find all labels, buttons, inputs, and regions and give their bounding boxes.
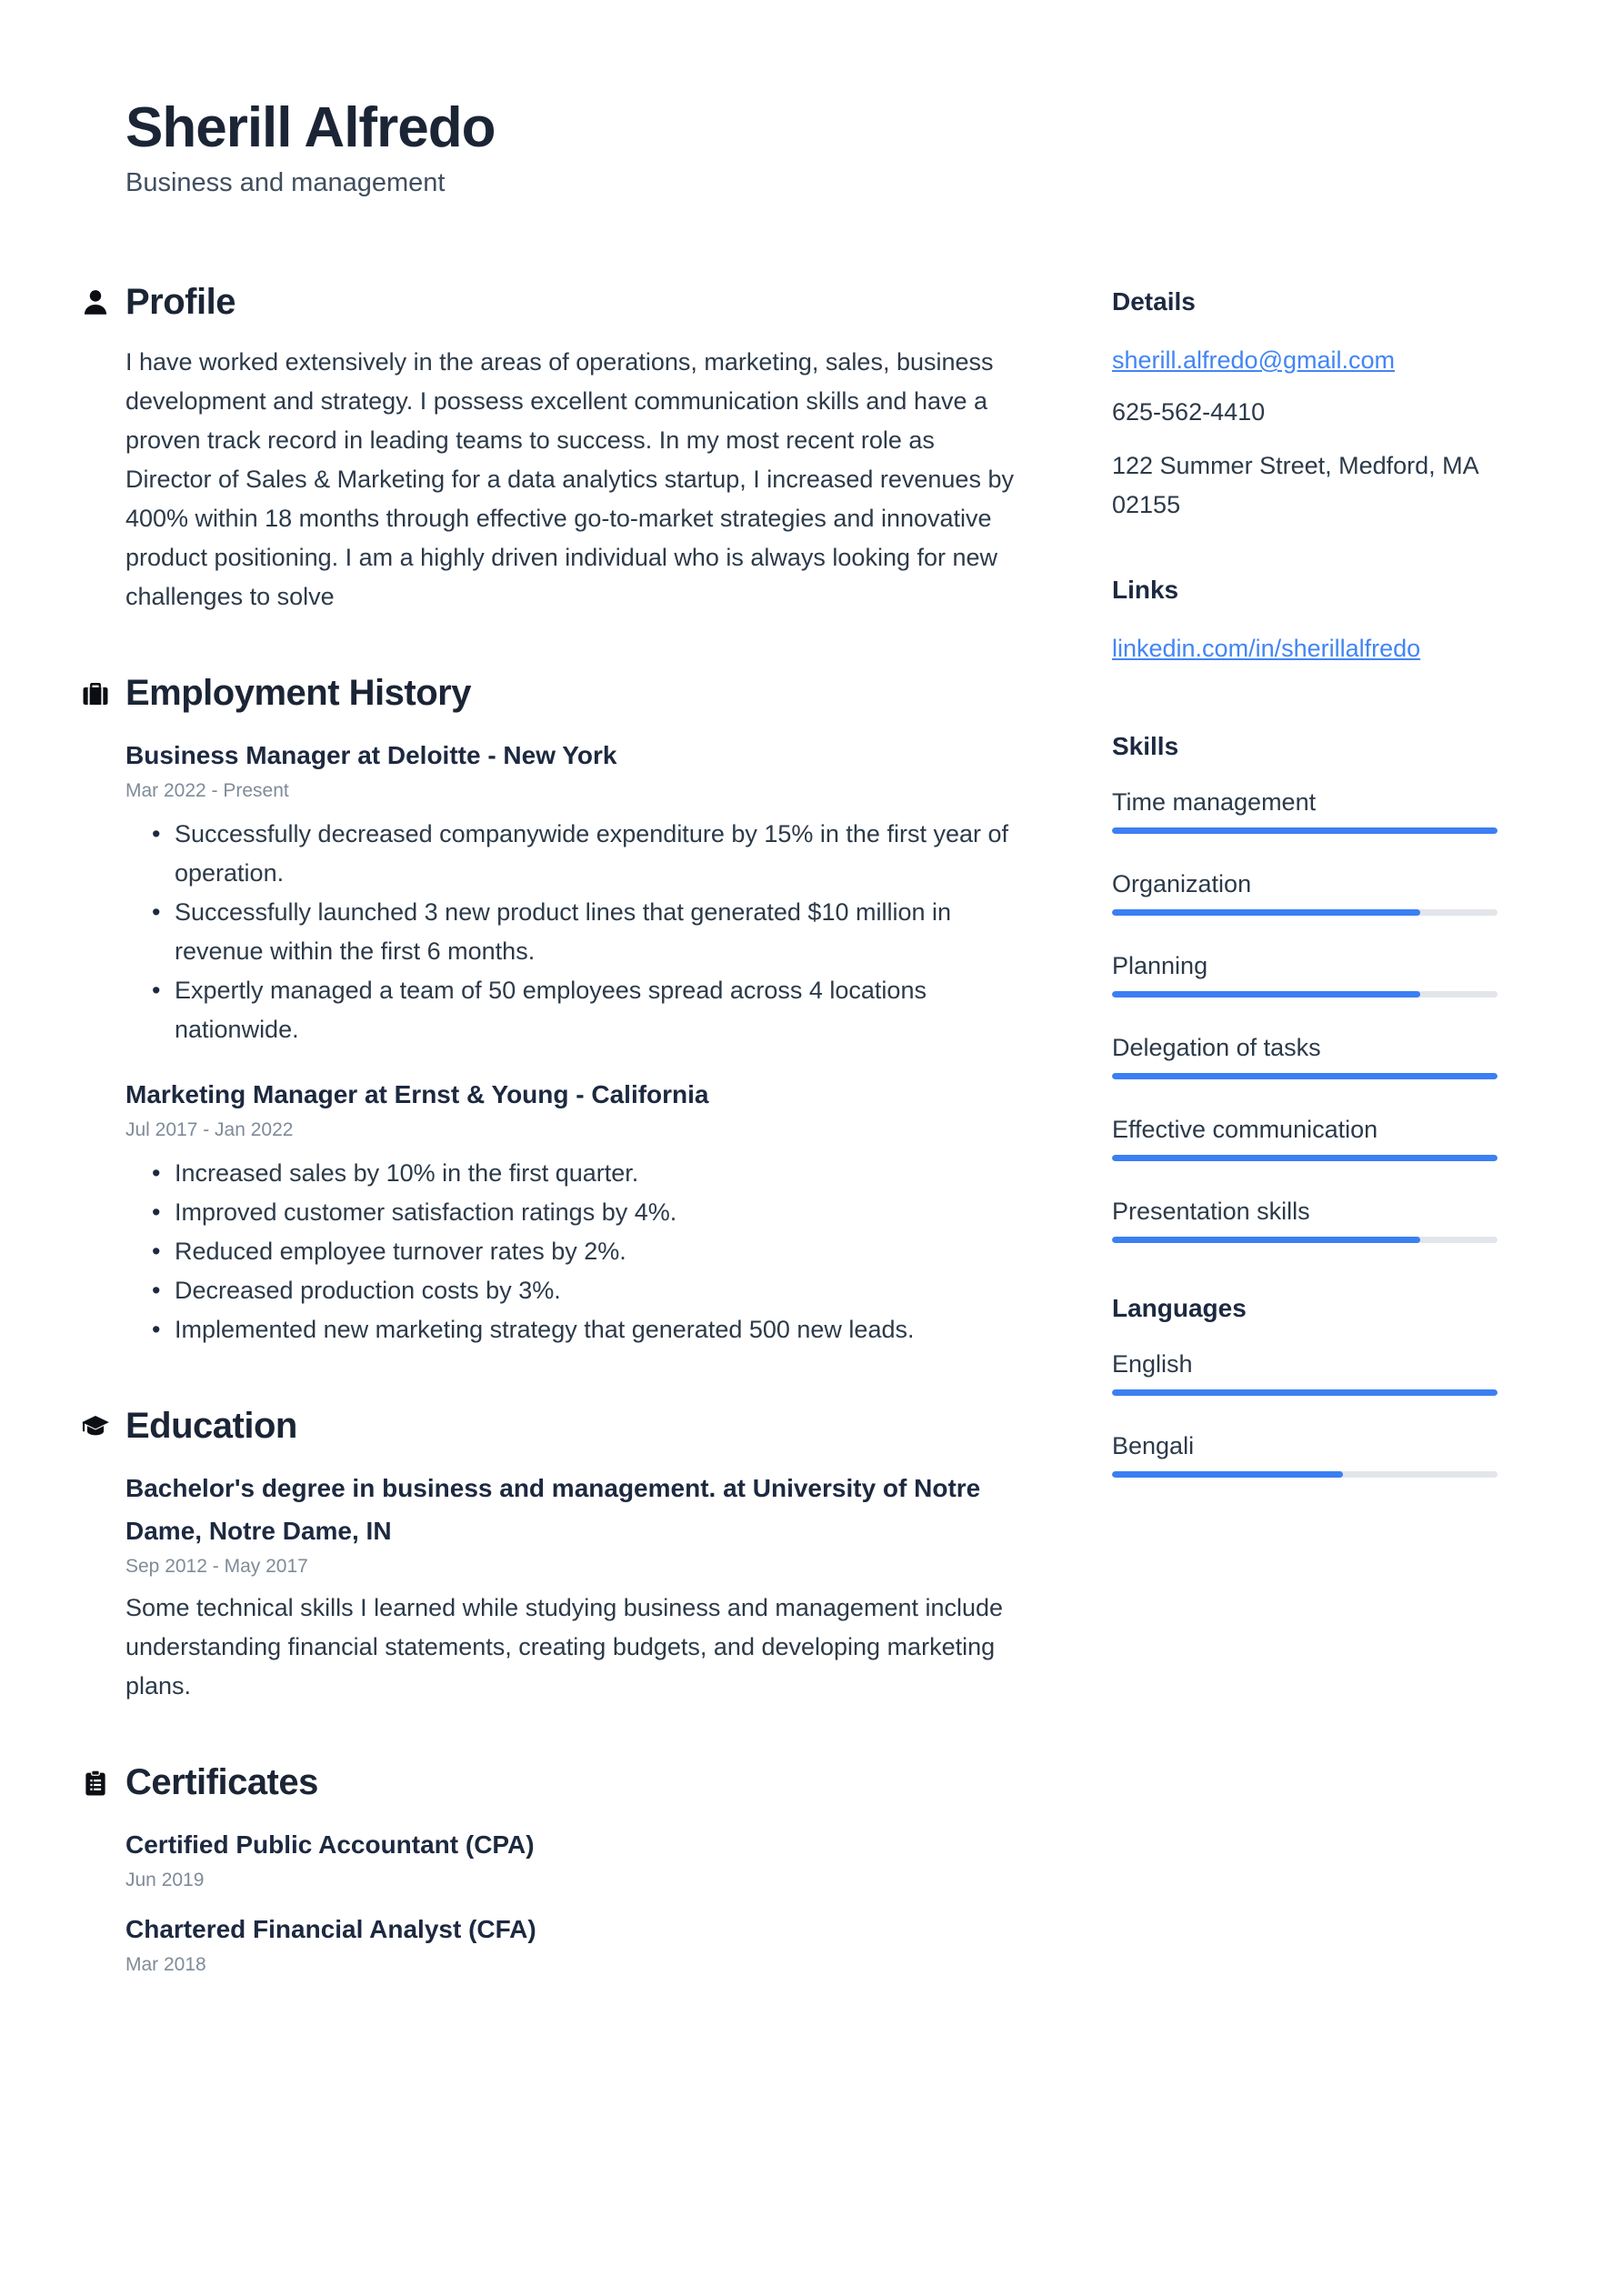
skill-label: Delegation of tasks [1112,1034,1321,1062]
job-bullet: • Reduced employee turnover rates by 2%. [152,1232,1021,1271]
language-item [1112,1432,1498,1478]
skill-bar-fill [1112,1237,1420,1243]
skill-item [1112,788,1498,834]
skill-bar-fill [1112,909,1420,916]
job-title: Business Manager at Deloitte - New York [125,741,617,770]
candidate-name: Sherill Alfredo [125,96,496,159]
skill-label: Effective communication [1112,1116,1378,1144]
skill-bar-fill [1112,1155,1498,1161]
certificates-heading: Certificates [125,1762,318,1803]
skill-item [1112,1034,1498,1079]
skill-item [1112,870,1498,916]
skill-item [1112,1116,1498,1161]
skill-bar [1112,909,1498,916]
job-dates: Mar 2022 - Present [125,780,289,802]
details-heading: Details [1112,287,1196,316]
employment-section [125,673,1021,1349]
skill-bar [1112,827,1498,834]
candidate-job-title: Business and management [125,168,446,198]
job-dates: Jul 2017 - Jan 2022 [125,1119,294,1141]
job-bullet: • Increased sales by 10% in the first quarter. [152,1154,1021,1193]
skill-bar-fill [1112,1073,1498,1079]
job-bullet: • Improved customer satisfaction ratings by 4%. [152,1193,1021,1232]
employment-section-header [80,673,1021,714]
education-section [125,1406,1021,1706]
skill-bar-fill [1112,991,1420,998]
job-bullet-list [125,815,1021,1049]
graduation-cap-icon [80,1411,111,1442]
linkedin-link[interactable]: linkedin.com/in/sherillalfredo [1112,635,1421,663]
briefcase-icon [80,678,111,709]
job-title: Marketing Manager at Ernst & Young - California [125,1080,709,1109]
certificate-date: Mar 2018 [125,1954,206,1976]
skill-label: Planning [1112,952,1208,980]
language-item [1112,1350,1498,1396]
education-section-header [80,1406,1021,1447]
skills-heading: Skills [1112,732,1179,761]
education-description: Some technical skills I learned while studying business and management include understanding financial statements, creating budgets, and developing marketing plans. [125,1594,1004,1700]
certificates-section-header [80,1762,1021,1803]
certificate-date: Jun 2019 [125,1870,205,1891]
profile-section-header [80,282,1021,323]
job-bullet: • Successfully decreased companywide expenditure by 15% in the first year of operation. [152,815,1021,893]
sidebar [1112,282,1498,2032]
address: 122 Summer Street, Medford, MA 02155 [1112,452,1478,519]
education-heading: Education [125,1406,297,1447]
job-entry [125,1073,1021,1349]
language-bar [1112,1471,1498,1478]
job-bullet-list [125,1154,1021,1349]
profile-heading: Profile [125,282,235,323]
skill-label: Organization [1112,870,1252,898]
skill-bar [1112,1155,1498,1161]
profile-section [125,282,1021,617]
certificates-section [125,1762,1021,1976]
main-column [125,282,1021,2032]
skill-bar [1112,1237,1498,1243]
job-bullet: • Decreased production costs by 3%. [152,1271,1021,1310]
clipboard-icon [80,1768,111,1799]
language-bar-fill [1112,1389,1498,1396]
content-columns [125,282,1498,2032]
skill-label: Time management [1112,788,1317,817]
job-entry [125,734,1021,1049]
skill-item [1112,1198,1498,1243]
certificate-title: Chartered Financial Analyst (CFA) [125,1915,536,1944]
certificate-entry [125,1823,1021,1891]
skill-bar-fill [1112,827,1498,834]
language-bar [1112,1389,1498,1396]
education-dates: Sep 2012 - May 2017 [125,1556,308,1578]
skill-bar [1112,1073,1498,1079]
links-heading: Links [1112,576,1179,605]
language-bar-fill [1112,1471,1343,1478]
certificate-entry [125,1908,1021,1976]
skill-label: Presentation skills [1112,1198,1310,1226]
languages-heading: Languages [1112,1294,1247,1323]
employment-heading: Employment History [125,673,471,714]
person-icon [80,287,111,318]
email-link[interactable]: sherill.alfredo@gmail.com [1112,346,1396,375]
job-bullet: • Expertly managed a team of 50 employees spread across 4 locations nationwide. [152,971,1021,1049]
language-label: English [1112,1350,1193,1379]
job-bullet: • Successfully launched 3 new product lines that generated $10 million in revenue within the first 6 months. [152,893,1021,971]
job-bullet: • Implemented new marketing strategy that generated 500 new leads. [152,1310,1021,1349]
education-degree: Bachelor's degree in business and management. at University of Notre Dame, Notre Dame, IN [125,1474,981,1546]
skill-item [1112,952,1498,998]
certificate-title: Certified Public Accountant (CPA) [125,1830,535,1860]
phone-number: 625-562-4410 [1112,398,1266,426]
profile-text: I have worked extensively in the areas of operations, marketing, sales, business development and strategy. I possess excellent communication skills and have a proven track record in leading teams to success. In my most recent role as Director of Sales & Marketing for a data analytics startup, I increased revenues by 400% within 18 months through effective go-to-market strategies and innovative product positioning. I am a highly driven individual who is always looking for new challenges to solve [125,348,1014,611]
language-label: Bengali [1112,1432,1195,1460]
skill-bar [1112,991,1498,998]
